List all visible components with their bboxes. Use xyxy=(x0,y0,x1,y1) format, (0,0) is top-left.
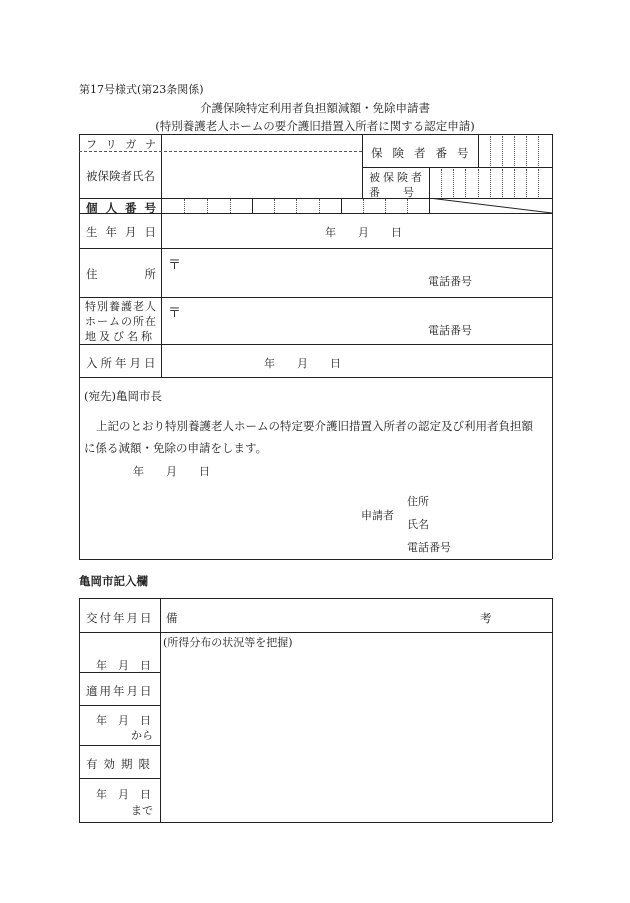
form-subtitle: (特別養護老人ホームの要介護旧措置入所者に関する認定申請) xyxy=(155,119,475,133)
insurer-number-label: 保険者番号 xyxy=(371,146,479,160)
issue-date-label: 交付年月日 xyxy=(86,611,154,625)
insured-name-label: 被保険者氏名 xyxy=(86,169,155,183)
applicant-address-label: 住所 xyxy=(407,495,429,508)
office-section-title: 亀岡市記入欄 xyxy=(79,574,148,588)
declaration-line-2: に係る減額・免除の申請をします。 xyxy=(84,441,268,455)
form-title: 介護保険特定利用者負担額減額・免除申請書 xyxy=(200,101,430,115)
phone-label: 電話番号 xyxy=(428,275,472,288)
applicant-label: 申請者 xyxy=(361,509,394,522)
application-date-field[interactable]: 年 月 日 xyxy=(133,465,210,478)
postal-mark: 〒 xyxy=(168,258,182,273)
apply-date-label: 適用年月日 xyxy=(86,684,154,698)
address-field[interactable] xyxy=(180,252,550,294)
remarks-field[interactable] xyxy=(162,650,550,820)
remarks-note: (所得分布の状況等を把握) xyxy=(163,636,293,649)
admission-date-label: 入所年月日 xyxy=(86,356,159,370)
from-label: から xyxy=(131,729,153,742)
furigana-field[interactable] xyxy=(163,136,359,150)
declaration-line-1: 上記のとおり特別養護老人ホームの特定要介護旧措置入所者の認定及び利用者負担額 xyxy=(96,419,533,433)
issue-date-value[interactable]: 年 月 日 xyxy=(96,659,151,672)
address-label: 住 所 xyxy=(86,267,156,281)
insured-name-field[interactable] xyxy=(163,153,359,197)
valid-until-value[interactable]: 年 月 日 xyxy=(96,788,151,801)
birthdate-label: 生年月日 xyxy=(86,225,164,239)
diagonal-strike xyxy=(429,198,552,214)
remarks-label-left: 備 xyxy=(166,611,178,625)
insured-person-number-label-1: 被保険者 xyxy=(369,171,425,184)
form-number: 第17号様式(第23条関係) xyxy=(79,83,204,96)
insured-person-number-field[interactable] xyxy=(430,168,551,197)
apply-date-value[interactable]: 年 月 日 xyxy=(96,714,151,727)
admission-date-field[interactable]: 年 月 日 xyxy=(264,357,341,370)
until-label: まで xyxy=(131,804,153,817)
applicant-phone-label: 電話番号 xyxy=(407,541,451,554)
addressee: (宛先)亀岡市長 xyxy=(84,389,162,403)
facility-label-3: 地及び名称 xyxy=(85,330,155,343)
valid-period-label: 有効期限 xyxy=(86,757,156,771)
remarks-label-right: 考 xyxy=(480,611,492,625)
birthdate-field[interactable]: 年 月 日 xyxy=(325,226,402,239)
applicant-name-label: 氏名 xyxy=(407,518,429,531)
facility-postal-mark: 〒 xyxy=(168,306,182,321)
insurer-number-field[interactable] xyxy=(479,136,551,166)
furigana-label: フ リ ガ ナ xyxy=(86,138,156,151)
insured-person-number-label-2: 番号 xyxy=(369,186,437,199)
facility-field[interactable] xyxy=(180,300,550,342)
facility-label-1: 特別養護老人 xyxy=(85,300,157,313)
facility-phone-label: 電話番号 xyxy=(428,324,472,337)
personal-number-label: 個人番号 xyxy=(86,201,164,215)
personal-number-field[interactable] xyxy=(162,199,428,212)
facility-label-2: ホームの所在 xyxy=(85,315,157,328)
